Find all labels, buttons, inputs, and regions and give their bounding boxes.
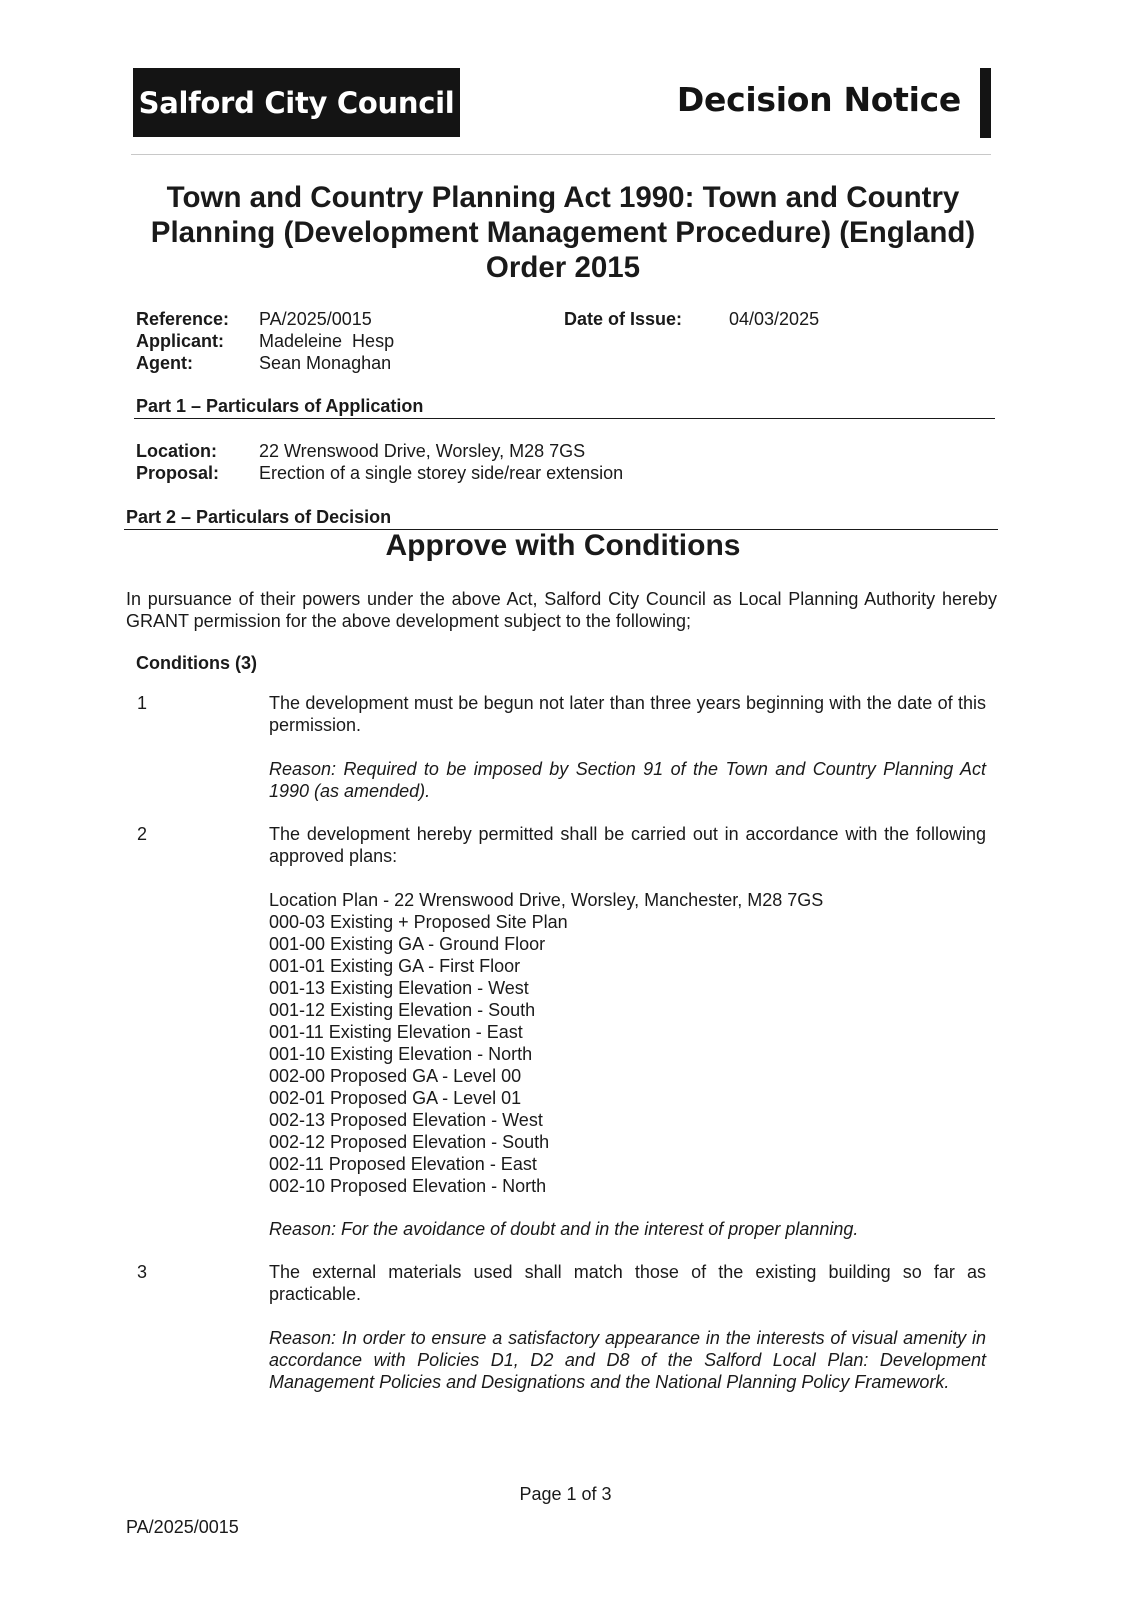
grant-paragraph: In pursuance of their powers under the above Act, Salford City Council as Local Planning Authority hereby GRANT permission for the above development subject to the following; <box>126 589 997 631</box>
plan-item: 002-01 Proposed GA - Level 01 <box>269 1088 522 1108</box>
footer-reference: PA/2025/0015 <box>126 1517 239 1537</box>
applicant-label: Applicant: <box>136 331 224 351</box>
location-label: Location: <box>136 441 217 461</box>
conditions-heading: Conditions (3) <box>136 653 257 673</box>
agent-label: Agent: <box>136 353 193 373</box>
plan-item: 001-12 Existing Elevation - South <box>269 1000 536 1020</box>
plan-item: 001-13 Existing Elevation - West <box>269 978 529 998</box>
plan-item: 000-03 Existing + Proposed Site Plan <box>269 912 568 932</box>
doc-type-bar <box>980 68 991 138</box>
condition-number: 2 <box>137 824 148 844</box>
header-divider <box>131 154 991 155</box>
page-title: Town and Country Planning Act 1990: Town and Country Planning (Development Management Procedure) (England) Order 2015 <box>150 181 976 284</box>
part1-rule <box>134 418 995 419</box>
council-name: Salford City Council <box>138 85 455 120</box>
plan-item: 002-12 Proposed Elevation - South <box>269 1132 550 1152</box>
location-value: 22 Wrenswood Drive, Worsley, M28 7GS <box>259 441 586 461</box>
approved-plans-list <box>269 889 823 1197</box>
council-logo <box>133 68 460 137</box>
condition-text: The development hereby permitted shall be carried out in accordance with the following approved plans: <box>269 824 986 866</box>
plan-item: 002-00 Proposed GA - Level 00 <box>269 1066 522 1086</box>
plan-item: 002-10 Proposed Elevation - North <box>269 1176 547 1196</box>
plan-item: 002-13 Proposed Elevation - West <box>269 1110 543 1130</box>
doc-type-title: Decision Notice <box>676 80 961 119</box>
date-value: 04/03/2025 <box>729 309 820 329</box>
page-number: Page 1 of 3 <box>519 1484 612 1504</box>
reference-value: PA/2025/0015 <box>259 309 372 329</box>
plan-item: 001-01 Existing GA - First Floor <box>269 956 521 976</box>
condition-reason: Reason: For the avoidance of doubt and in the interest of proper planning. <box>269 1219 859 1239</box>
applicant-value: Madeleine Hesp <box>259 331 395 351</box>
condition-number: 1 <box>137 693 148 713</box>
part1-heading: Part 1 – Particulars of Application <box>136 396 424 416</box>
plan-item: 002-11 Proposed Elevation - East <box>269 1154 537 1174</box>
condition-text: The external materials used shall match those of the existing building so far as practicable. <box>269 1262 986 1304</box>
reference-label: Reference: <box>136 309 230 329</box>
part2-heading: Part 2 – Particulars of Decision <box>126 507 392 527</box>
decision-heading: Approve with Conditions <box>385 529 741 562</box>
condition-text: The development must be begun not later than three years beginning with the date of this permission. <box>269 693 986 735</box>
plan-item: Location Plan - 22 Wrenswood Drive, Worsley, Manchester, M28 7GS <box>269 890 824 910</box>
plan-item: 001-00 Existing GA - Ground Floor <box>269 934 546 954</box>
proposal-value: Erection of a single storey side/rear extension <box>259 463 624 483</box>
agent-value: Sean Monaghan <box>259 353 392 373</box>
condition-reason: Reason: In order to ensure a satisfactory appearance in the interests of visual amenity in accordance with Policies D1, D2 and D8 of the Salford Local Plan: Development Management Policies and Designations and the National Planning Policy Framework. <box>269 1328 986 1392</box>
plan-item: 001-11 Existing Elevation - East <box>269 1022 523 1042</box>
plan-item: 001-10 Existing Elevation - North <box>269 1044 533 1064</box>
proposal-label: Proposal: <box>136 463 220 483</box>
date-label: Date of Issue: <box>564 309 683 329</box>
condition-reason: Reason: Required to be imposed by Section 91 of the Town and Country Planning Act 1990 (as amended). <box>269 759 986 801</box>
condition-number: 3 <box>137 1262 148 1282</box>
